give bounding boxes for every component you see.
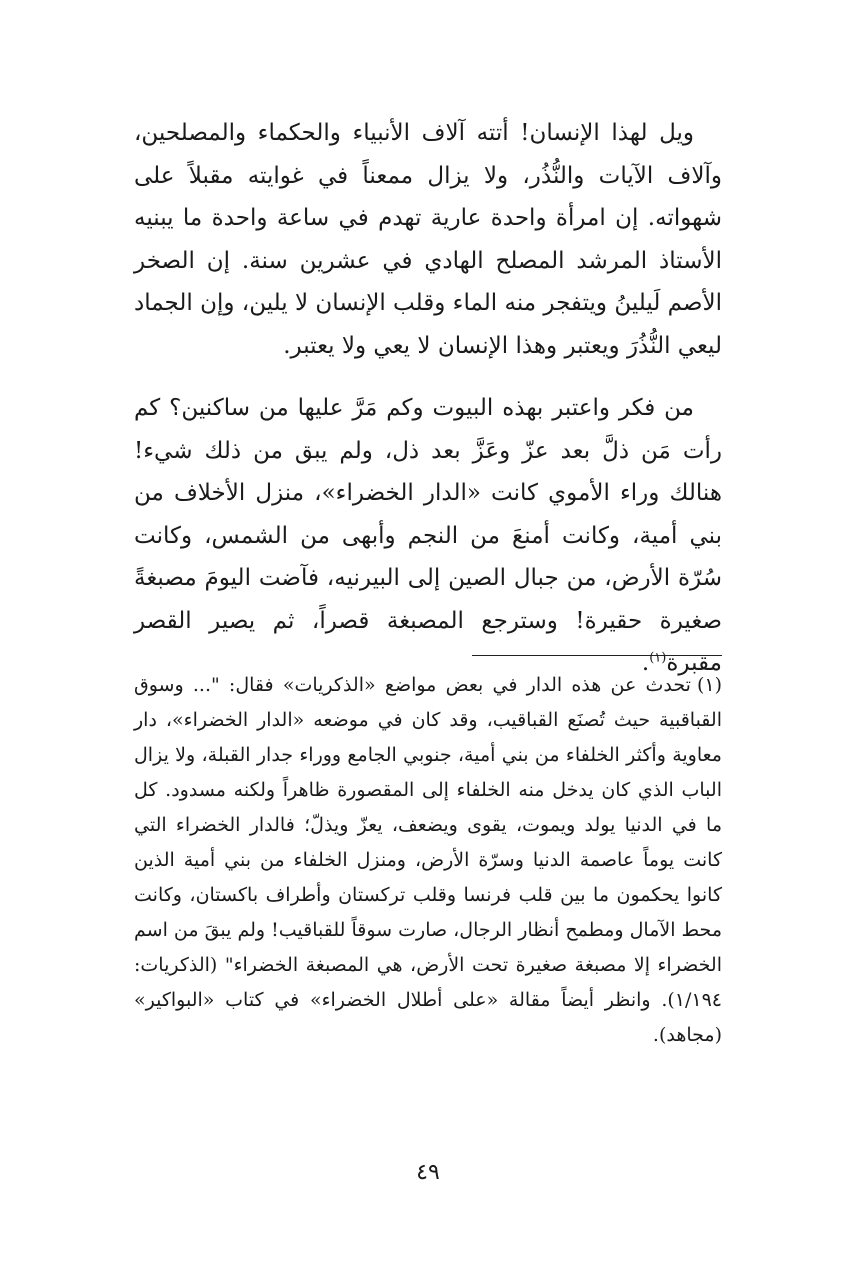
footnote-1 [134,668,722,1053]
paragraph-2 [134,387,722,685]
main-text [134,112,722,685]
page-number: ٤٩ [416,1160,440,1185]
footnote-reference: (١) [649,650,667,666]
footnotes [134,668,722,1053]
footnote-separator [472,655,722,656]
footnote-text: تحدث عن هذه الدار في بعض مواضع «الذكريات» فقال: "... وسوق القباقبية حيث تُصنَع القباقيب، وقد كان في موضعه «الدار الخضراء»، دار معاوية وأكثر الخلفاء من بني أمية، جنوبي الجامع ووراء جدار القبلة، ولا يزال الباب الذي كان يدخل منه الخلفاء إلى المقصورة ظاهراً ولكنه مسدود. كل ما في الدنيا يولد ويموت، يقوى ويضعف، يعزّ ويذلّ؛ فالدار الخضراء التي كانت يوماً عاصمة الدنيا وسرّة الأرض، ومنزل الخلفاء من بني أمية الذين كانوا يحكمون ما بين قلب فرنسا وقلب تركستان وأطراف باكستان، وكانت محط الآمال ومطمح أنظار الرجال، صارت سوقاً للقباقيب! ولم يبقَ من اسم الخضراء إلا مصبغة صغيرة تحت الأرض، هي المصبغة الخضراء" (الذكريات: ١/١٩٤). وانظر أيضاً مقالة «على أطلال الخضراء» في كتاب «البواكير» (مجاهد). [134,674,722,1046]
paragraph-1: ويل لهذا الإنسان! أتته آلاف الأنبياء والحكماء والمصلحين، وآلاف الآيات والنُّذُر، ولا يزال ممعناً في غوايته مقبلاً على شهواته. إن امرأة واحدة عارية تهدم في ساعة واحدة ما يبنيه الأستاذ المرشد المصلح الهادي في عشرين سنة. إن الصخر الأصم لَيلينُ ويتفجر منه الماء وقلب الإنسان لا يلين، وإن الجماد ليعي النُّذُرَ ويعتبر وهذا الإنسان لا يعي ولا يعتبر. [133,120,722,359]
paragraph-2-text: من فكر واعتبر بهذه البيوت وكم مَرَّ عليها من ساكنين؟ كم رأت مَن ذلَّ بعد عزّ وعَزَّ بعد ذل، ولم يبق من ذلك شيء! هنالك وراء الأموي كانت «الدار الخضراء»، منزل الأخلاف من بني أمية، وكانت أمنعَ من النجم وأبهى من الشمس، وكانت سُرّة الأرض، من جبال الصين إلى البيرنيه، فآضت اليومَ مصبغةً صغيرة حقيرة! وسترجع المصبغة قصراً، ثم يصير القصر مقبرة [134,395,722,676]
paragraph-2-end: . [641,650,650,676]
footnote-marker: (١) [696,674,722,696]
